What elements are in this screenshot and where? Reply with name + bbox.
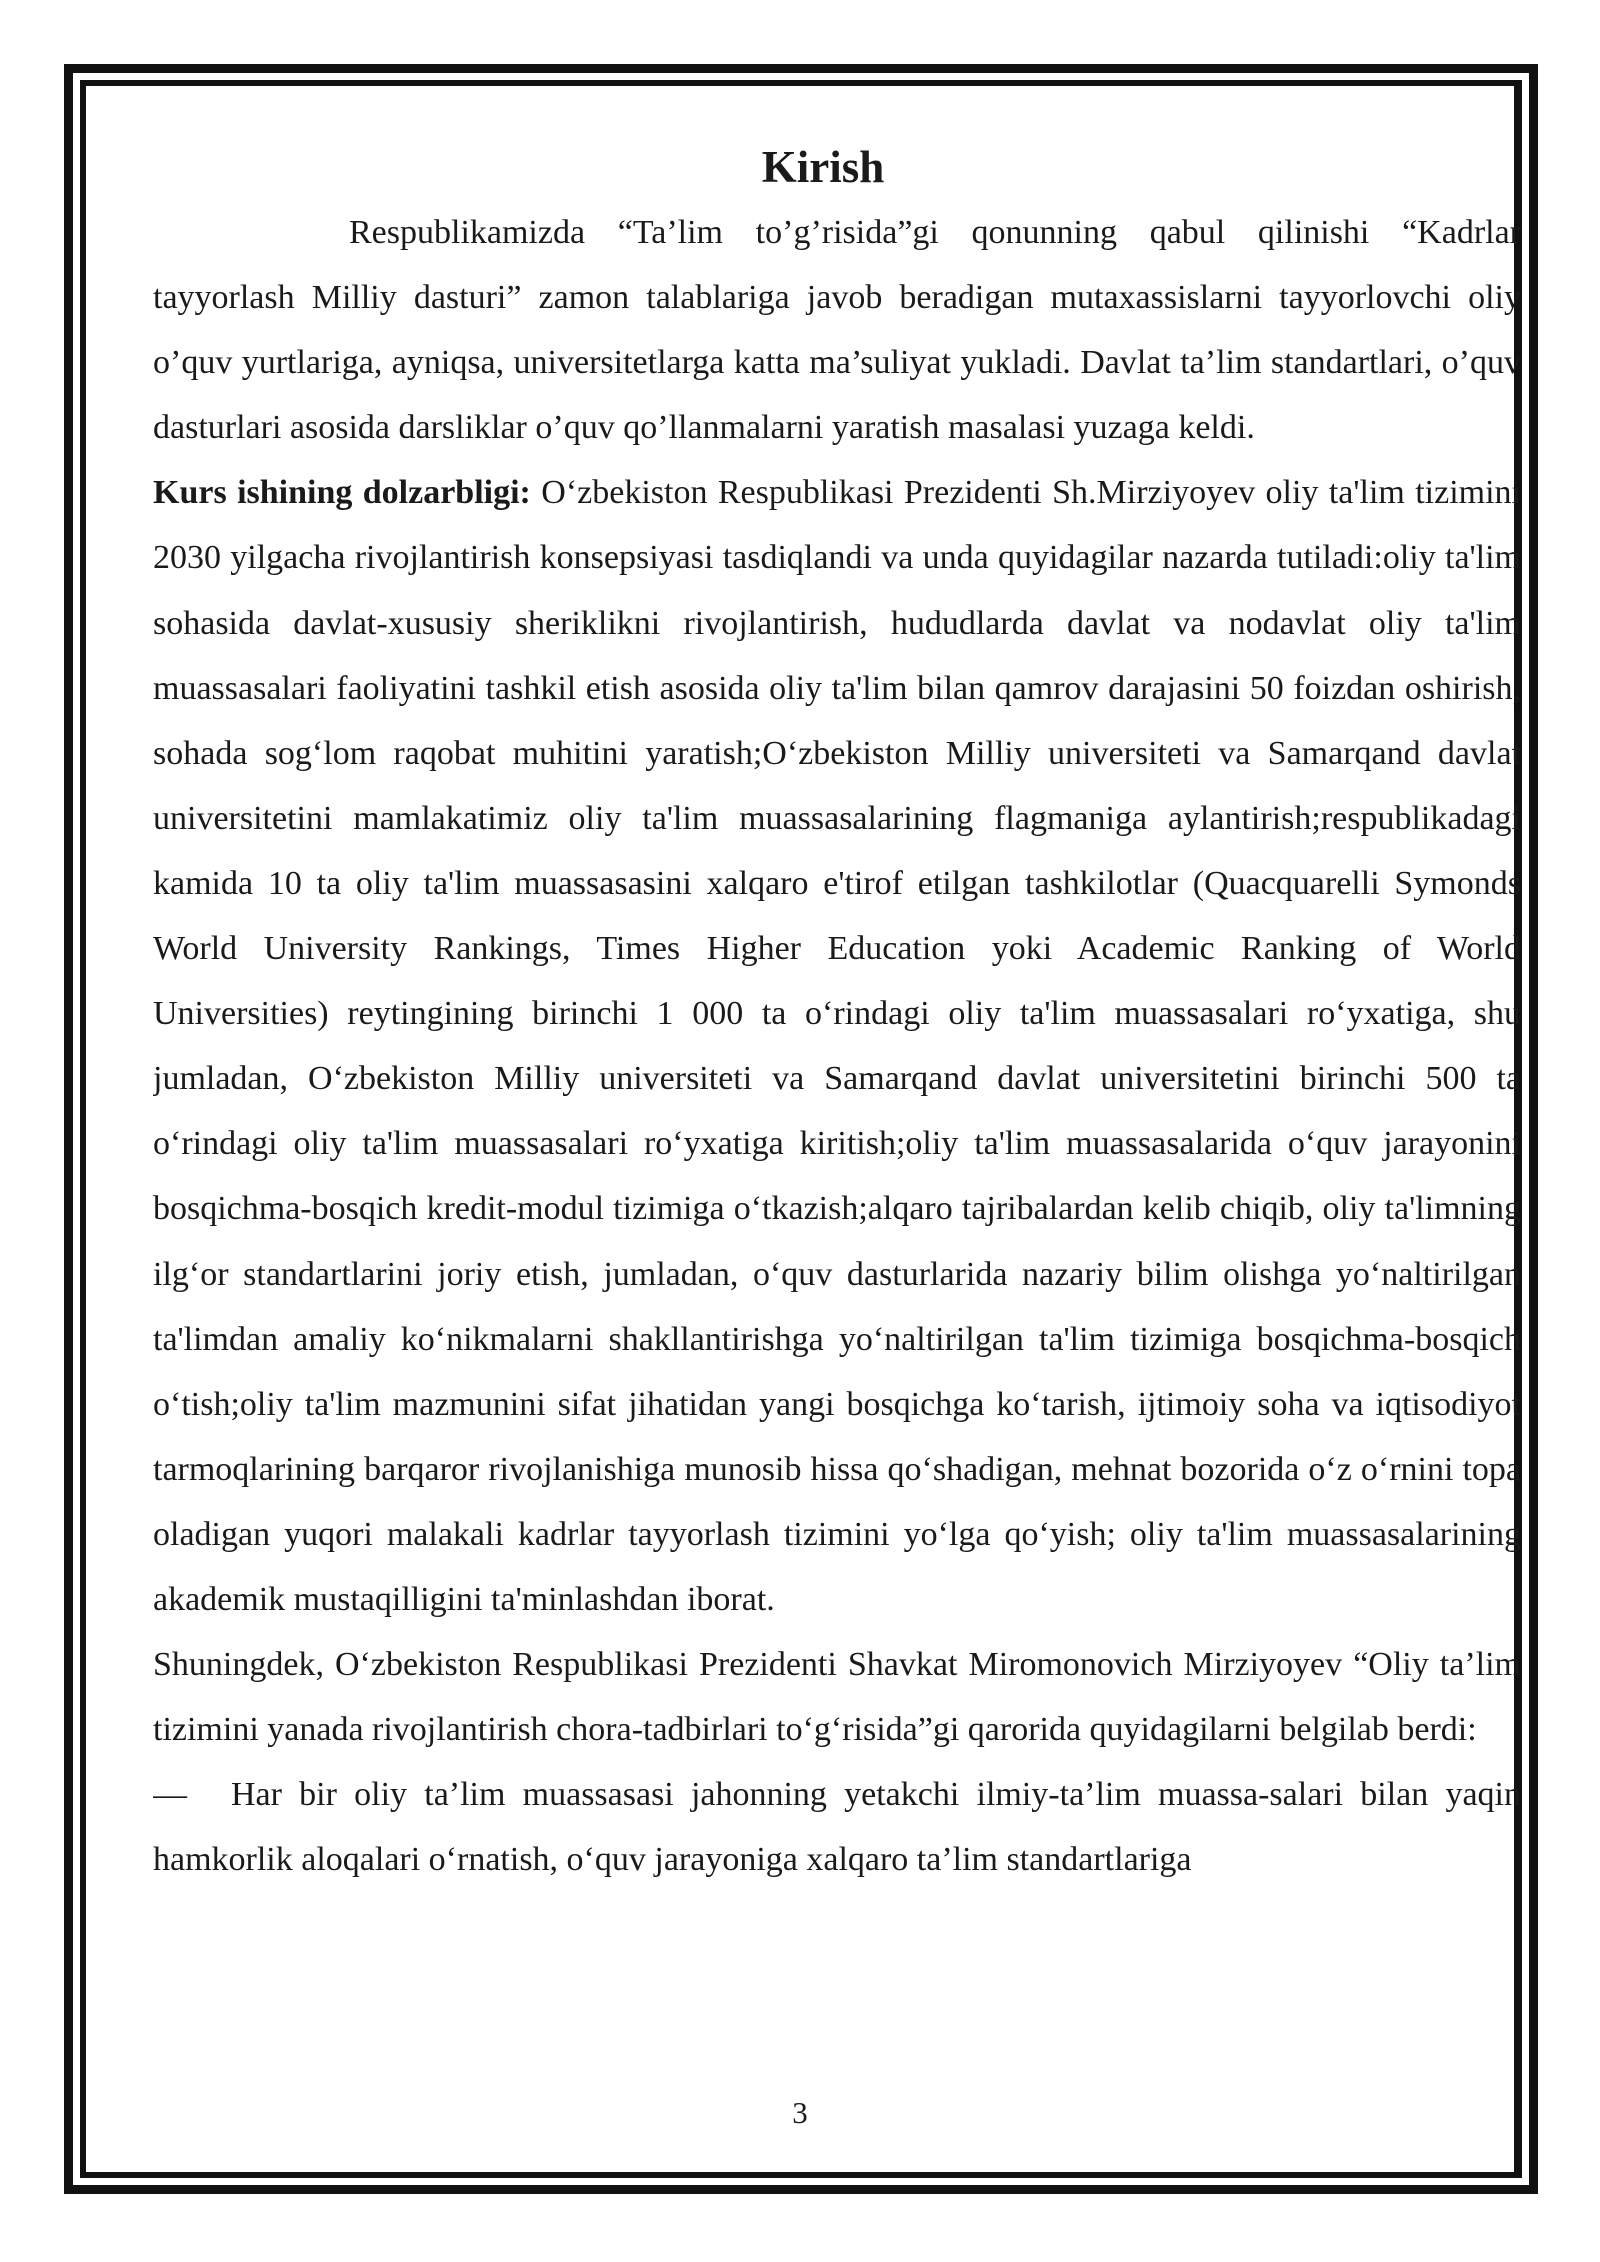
decree-paragraph: Shuningdek, O‘zbekiston Respublikasi Prezidenti Shavkat Miromonovich Mirziyoyev “Oliy ta’lim tizimini yanada rivojlantirish chora-tadbirlari to‘g‘risida”gi qarorida quyidagilarni belgilab berdi: [153,1646,1521,1749]
dash-bullet: — [153,1776,187,1814]
page-title: Kirish [761,142,885,192]
relevance-text: O‘zbekiston Respublikasi Prezidenti Sh.Mirziyoyev oliy ta'lim tizimini 2030 yilgacha rivojlantirish konsepsiyasi tasdiqlandi va unda quyidagilar nazarda tutiladi:oliy ta'lim sohasida davlat-xususiy sheriklikni rivojlantirish, hududlarda davlat va nodavlat oliy ta'lim muassasalari faoliyatini tashkil etish asosida oliy ta'lim bilan qamrov darajasini 50 foizdan oshirish, sohada sog‘lom raqobat muhitini yaratish;O‘zbekiston Milliy universiteti va Samarqand davlat universitetini mamlakatimiz oliy ta'lim muassasalarining flagmaniga aylantirish;respublikadagi kamida 10 ta oliy ta'lim muassasasini xalqaro e'tirof etilgan tashkilotlar (Quacquarelli Symonds World University Rankings, Times Higher Education yoki Academic Ranking of World Universities) reytingining birinchi 1 000 ta o‘rindagi oliy ta'lim muassasalari ro‘yxatiga, shu jumladan, O‘zbekiston Milliy universiteti va Samarqand davlat universitetini birinchi 500 ta o‘rindagi oliy ta'lim muassasalari ro‘yxatiga kiritish;oliy ta'lim muassasalarida o‘quv jarayonini bosqichma-bosqich kredit-modul tizimiga o‘tkazish;alqaro tajribalardan kelib chiqib, oliy ta'limning ilg‘or standartlarini joriy etish, jumladan, o‘quv dasturlarida nazariy bilim olishga yo‘naltirilgan ta'limdan amaliy ko‘nikmalarni shakllantirishga yo‘naltirilgan ta'lim tizimiga bosqichma-bosqich o‘tish;oliy ta'lim mazmunini sifat jihatidan yangi bosqichga ko‘tarish, ijtimoiy soha va iqtisodiyot tarmoqlarining barqaror rivojlanishiga munosib hissa qo‘shadigan, mehnat bozorida o‘z o‘rnini topa oladigan yuqori malakali kadrlar tayyorlash tizimini yo‘lga qo‘yish; oliy ta'lim muassasalarining akademik mustaqilligini ta'minlashdan iborat. [153,474,1521,1618]
page-content [153,135,1521,2115]
page-number: 3 [792,2095,808,2130]
relevance-heading: Kurs ishining dolzarbligi: [153,474,531,512]
dash-list-item [153,1762,1521,1892]
dash-item-text: Har bir oliy ta’lim muassasasi jahonning yetakchi ilmiy-ta’lim muassa-salari bilan yaqin hamkorlik aloqalari o‘rnatish, o‘quv jarayoniga xalqaro ta’lim standartlariga [153,1776,1521,1879]
relevance-paragraph [153,460,1521,1632]
intro-paragraph: Respublikamizda “Ta’lim to’g’risida”gi qonunning qabul qilinishi “Kadrlar tayyorlash Milliy dasturi” zamon talablariga javob beradigan mutaxassislarni tayyorlovchi oliy o’quv yurtlariga, ayniqsa, universitetlarga katta ma’suliyat yukladi. Davlat ta’lim standartlari, o’quv dasturlari asosida darsliklar o’quv qo’llanmalarni yaratish masalasi yuzaga keldi. [153,214,1521,447]
